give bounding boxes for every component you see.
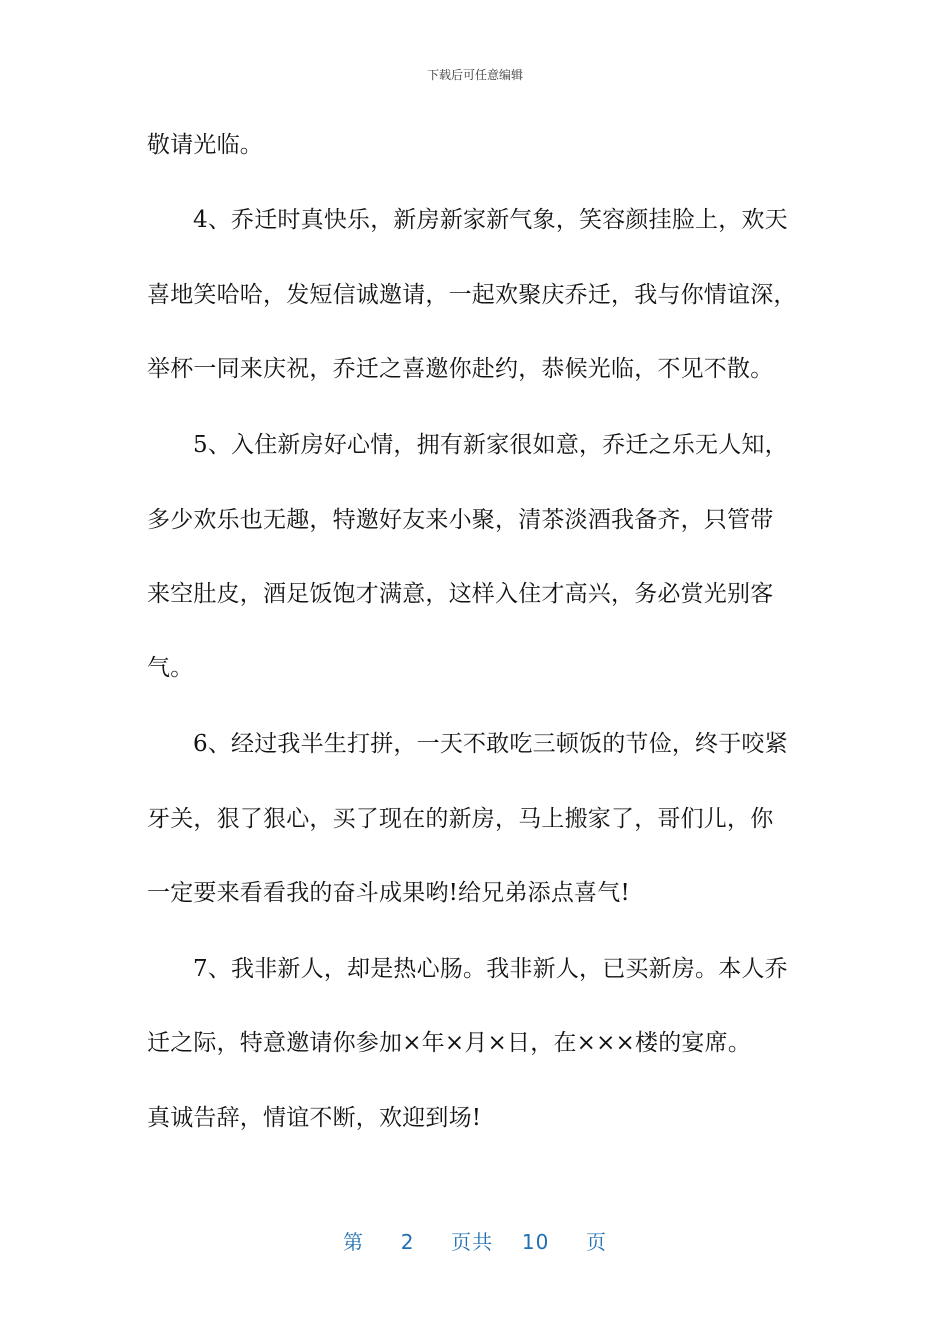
- body-line: 敬请光临。: [147, 132, 263, 158]
- body-line: 多少欢乐也无趣，特邀好友来小聚，清茶淡酒我备齐，只管带: [147, 507, 774, 533]
- page-number-footer: [0, 1226, 950, 1255]
- total-pages-number: 10: [521, 1230, 550, 1254]
- current-page-number: 2: [400, 1230, 415, 1254]
- body-line: 一定要来看看我的奋斗成果哟!给兄弟添点喜气!: [147, 880, 630, 906]
- footer-suffix: 页: [586, 1230, 608, 1254]
- body-line: 真诚告辞，情谊不断，欢迎到场!: [147, 1105, 482, 1131]
- body-line: 5、入住新房好心情，拥有新家很如意，乔迁之乐无人知，: [193, 432, 788, 458]
- header-note: 下载后可任意编辑: [426, 68, 523, 82]
- body-line: 牙关，狠了狠心，买了现在的新房，马上搬家了，哥们儿，你: [147, 806, 774, 832]
- body-line: 4、乔迁时真快乐，新房新家新气象，笑容颜挂脸上，欢天: [193, 207, 788, 233]
- body-line: 7、我非新人，却是热心肠。我非新人，已买新房。本人乔: [193, 956, 788, 982]
- body-line: 举杯一同来庆祝，乔迁之喜邀你赴约，恭候光临，不见不散。: [147, 356, 774, 382]
- body-line: 来空肚皮，酒足饭饱才满意，这样入住才高兴，务必赏光别客: [147, 581, 774, 607]
- body-line: 6、经过我半生打拼，一天不敢吃三顿饭的节俭，终于咬紧: [193, 731, 788, 757]
- body-line: 气。: [147, 655, 194, 681]
- body-line: 喜地笑哈哈，发短信诚邀请，一起欢聚庆乔迁，我与你情谊深，: [147, 282, 797, 308]
- footer-prefix: 第: [342, 1230, 364, 1254]
- footer-middle: 页共: [451, 1230, 494, 1254]
- body-line: 迁之际，特意邀请你参加×年×月×日，在×××楼的宴席。: [147, 1030, 752, 1056]
